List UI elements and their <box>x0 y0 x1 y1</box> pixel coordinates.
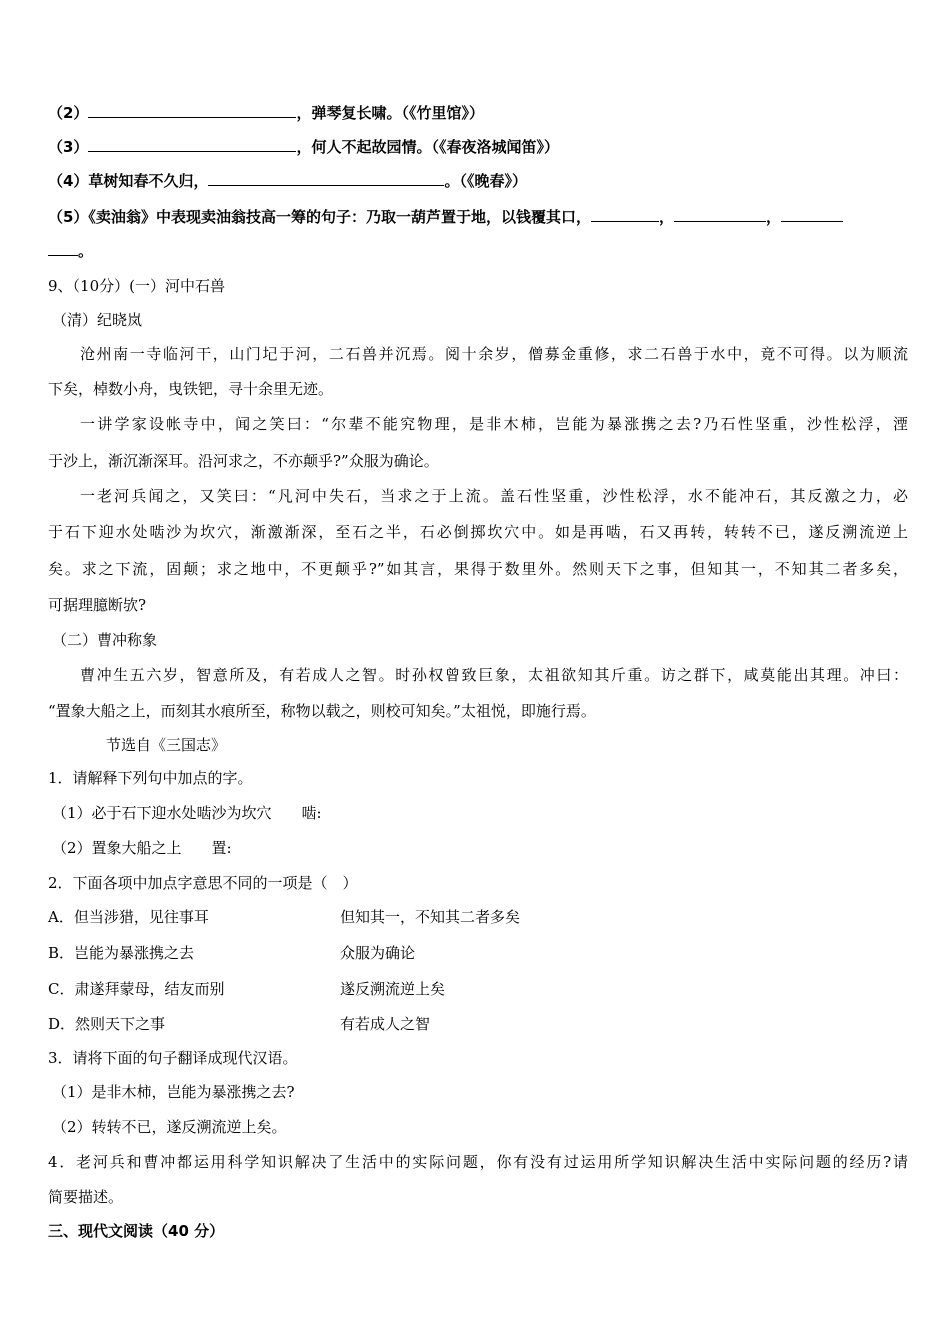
sub-question-3-item: （1）是非木柿，岂能为暴涨携之去? <box>52 1083 295 1101</box>
fill-q3 <box>48 136 908 157</box>
passage-line: 矣。求之下流，固颠；求之地中，不更颠乎?”如其言，果得于数里外。然则天下之事，但知其一，不知其二者多矣， <box>48 560 908 578</box>
option-c[interactable] <box>48 979 908 999</box>
fill-q3-num: （3） <box>48 138 89 156</box>
passage-subtitle: （二）曹冲称象 <box>52 631 158 649</box>
option-left: D．然则天下之事 <box>48 1015 166 1033</box>
answer-blank[interactable] <box>208 170 444 186</box>
passage-line: 一老河兵闻之，又笑曰：“凡河中失石，当求之于上流。盖石性坚重，沙性松浮，水不能冲石，其反激之力，必 <box>80 487 908 505</box>
fill-q4-end: 。（《晚春》） <box>444 172 527 190</box>
fill-q2 <box>48 102 908 123</box>
answer-blank[interactable] <box>674 206 766 222</box>
sub-question-4: 4．老河兵和曹冲都运用科学知识解决了生活中的实际问题，你有没有过运用所学知识解决生活中实际问题的经历?请 <box>48 1153 908 1171</box>
option-right: 但知其一，不知其二者多矣 <box>340 908 521 926</box>
fill-q2-num: （2） <box>48 104 89 122</box>
option-d[interactable] <box>48 1014 908 1034</box>
option-a[interactable] <box>48 907 908 927</box>
passage-line: 于石下迎水处啮沙为坎穴，渐激渐深，至石之半，石必倒掷坎穴中。如是再啮，石又再转，转转不已，遂反溯流逆上 <box>48 523 908 541</box>
fill-q3-text: ，何人不起故园情。（《春夜洛城闻笛》） <box>296 138 559 156</box>
passage-line: 沧州南一寺临河干，山门圮于河，二石兽并沉焉。阅十余岁，僧募金重修，求二石兽于水中，竟不可得。以为顺流 <box>80 345 908 363</box>
option-left: B．岂能为暴涨携之去 <box>48 944 195 962</box>
comma: ， <box>658 208 674 226</box>
sub-question-1: 1．请解释下列句中加点的字。 <box>48 769 253 787</box>
fill-q4-text: （4）草树知春不久归， <box>48 172 209 190</box>
fill-q2-text: ，弹琴复长啸。（《竹里馆》） <box>296 104 484 122</box>
passage-line: “置象大船之上，而刻其水痕所至，称物以载之，则校可知矣。”太祖悦，即施行焉。 <box>48 702 596 720</box>
option-right: 有若成人之智 <box>340 1015 431 1033</box>
fill-q5 <box>48 206 908 227</box>
sub-question-3: 3．请将下面的句子翻译成现代汉语。 <box>48 1049 298 1067</box>
sub-question-2: 2．下面各项中加点字意思不同的一项是（ ） <box>48 874 358 892</box>
option-right: 众服为确论 <box>340 944 416 962</box>
option-right: 遂反溯流逆上矣 <box>340 980 446 998</box>
passage-line: 于沙上，渐沉渐深耳。沿河求之，不亦颠乎?”众服为确论。 <box>48 452 439 470</box>
answer-blank[interactable] <box>781 206 843 222</box>
passage-line: 下矣，棹数小舟，曳铁钯，寻十余里无迹。 <box>48 380 334 398</box>
answer-blank[interactable] <box>591 206 659 222</box>
option-b[interactable] <box>48 943 908 963</box>
fill-q5-text: （5）《卖油翁》中表现卖油翁技高一筹的句子：乃取一葫芦置于地，以钱覆其口， <box>48 208 591 226</box>
answer-blank[interactable] <box>48 240 78 256</box>
passage-author: （清）纪晓岚 <box>52 311 143 329</box>
sub-question-1-item: （1）必于石下迎水处啮沙为坎穴 啮: <box>52 804 322 822</box>
passage-line: 一讲学家设帐寺中，闻之笑曰：“尔辈不能究物理，是非木柿，岂能为暴涨携之去?乃石性坚重，沙性松浮，湮 <box>80 415 908 433</box>
passage-line: 曹冲生五六岁，智意所及，有若成人之智。时孙权曾致巨象，太祖欲知其斤重。访之群下，咸莫能出其理。冲曰： <box>80 666 908 684</box>
passage-line: 可据理臆断欤? <box>48 596 147 614</box>
fill-q5-cont <box>48 240 908 261</box>
passage-source: 节选自《三国志》 <box>106 736 227 754</box>
option-left: C．肃遂拜蒙母，结友而别 <box>48 980 225 998</box>
comma: ， <box>765 208 781 226</box>
fill-q4 <box>48 170 908 191</box>
answer-blank[interactable] <box>88 136 296 152</box>
sub-question-4-cont: 简要描述。 <box>48 1188 124 1206</box>
section-title: 三、现代文阅读（40 分） <box>48 1222 225 1240</box>
question-9-header: 9、（10分）(一）河中石兽 <box>48 277 225 295</box>
option-left: A．但当涉猎，见往事耳 <box>48 908 209 926</box>
sub-question-1-item: （2）置象大船之上 置: <box>52 839 232 857</box>
fill-q5-end: 。 <box>78 242 94 260</box>
sub-question-3-item: （2）转转不已，遂反溯流逆上矣。 <box>52 1118 287 1136</box>
answer-blank[interactable] <box>88 102 296 118</box>
